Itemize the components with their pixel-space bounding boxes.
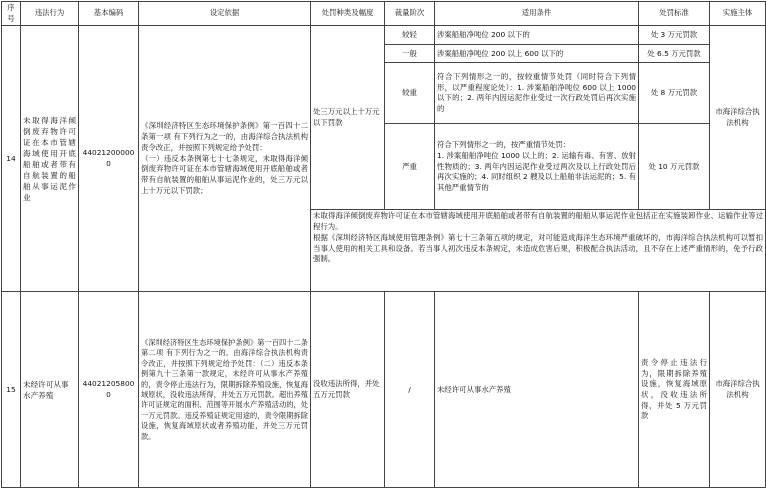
row15-type: 没收违法所得，并处五万元罚款 <box>311 292 385 488</box>
row15-code: 440212058000 <box>79 292 139 488</box>
row14-level-4: 严重 <box>385 124 435 210</box>
row14-code: 440212000000 <box>79 26 139 292</box>
row14-standard-3: 处 8 万元罚款 <box>639 63 710 124</box>
header-subject: 实施主体 <box>710 2 766 26</box>
row14-violation: 未取得海洋倾倒废弃物许可证在本市管辖海域使用开底船舶或者带有自航装置的船舶从事运泥作业 <box>21 26 79 292</box>
row14-condition-4: 符合下列情形之一的，按严重情节处罚： 1. 涉案船舶净吨位 1000 以上的；2. 运输有毒、有害、放射性物质的；3. 两年内因运泥作业受过两次及以上行政处罚后再次实施的；4. 同时组织 2 艘及以上船舶非法运泥的；5. 有其他严重情节的 <box>435 124 639 210</box>
table-row <box>2 26 766 45</box>
row15-level: / <box>385 292 435 488</box>
header-row <box>2 2 766 26</box>
header-level: 裁量阶次 <box>385 2 435 26</box>
row15-basis: 《深圳经济特区生态环境保护条例》第一百四十二条第二项 有下列行为之一的，由海洋综合执法机构责令改正，并按照下列规定给予处罚：（二）违反本条例第九十三条第一款规定，未经许可从事水产养殖的，责令停止违法行为，限期拆除养殖设施，恢复海域原状，没收违法所得，并处五万元罚款。超出养殖许可证规定的面积、范围等开展水产养殖活动的，处一万元罚款。违反养殖证规定用途的，责令限期拆除设施，恢复海域原状或者养殖功能，并处三万元罚款。 <box>139 292 311 488</box>
row14-condition-3: 符合下列情形之一的，按较重情节处罚（同时符合下列情形，以严重程度论处）：1. 涉案船舶净吨位 600 以上 1000 以下的；2. 两年内因运泥作业受过一次行政处罚后再次实施的 <box>435 63 639 124</box>
row14-note-line-1: 未取得海洋倾倒废弃物许可证在本市管辖海域使用开底船舶或者带有自航装置的船舶从事运泥作业包括正在实施装卸作业、运输作业等过程行为。 <box>313 211 763 232</box>
row15-no: 15 <box>2 292 21 488</box>
header-type: 处罚种类及幅度 <box>311 2 385 26</box>
row14-basis: 《深圳经济特区生态环境保护条例》第一百四十二条第一项 有下列行为之一的，由海洋综合执法机构责令改正，并按照下列规定给予处罚： （一）违反本条例第七十七条规定，未取得海洋倾倒废弃物许可证在本市管辖海域使用开底船舶或者带有自航装置的船舶从事运泥作业的，处三万元以上十万元以下罚款； <box>139 26 311 292</box>
table-row <box>2 292 766 488</box>
row14-standard-4: 处 10 万元罚款 <box>639 124 710 210</box>
row14-note-line-2: 根据《深圳经济特区海域使用管理条例》第七十三条第五项的规定，对可能造成海洋生态环境严重破坏的，市海洋综合执法机构可以暂扣当事人使用的相关工具和设备。若当事人初次违反本条规定，未造成危害后果，积极配合执法活动，且不存在上述严重情形的，免予行政强制。 <box>313 232 763 264</box>
row14-note <box>311 210 766 292</box>
header-code: 基本编码 <box>79 2 139 26</box>
row14-condition-1: 涉案船舶净吨位 200 以下的 <box>435 26 639 45</box>
row14-type: 处三万元以上十万元以下罚款 <box>311 26 385 210</box>
header-violation: 违法行为 <box>21 2 79 26</box>
header-no: 序号 <box>2 2 21 26</box>
penalty-table <box>1 1 766 488</box>
row14-no: 14 <box>2 26 21 292</box>
header-standard: 处罚标准 <box>639 2 710 26</box>
header-basis: 设定依据 <box>139 2 311 26</box>
row14-subject: 市海洋综合执法机构 <box>710 26 766 210</box>
row14-level-2: 一般 <box>385 45 435 63</box>
row15-violation: 未经许可从事水产养殖 <box>21 292 79 488</box>
row15-standard: 责令停止违法行为，限期拆除养殖设施，恢复海域原状，没收违法所得，并处 5 万元罚款 <box>639 292 710 488</box>
row14-standard-2: 处 6.5 万元罚款 <box>639 45 710 63</box>
header-conditions: 适用条件 <box>435 2 639 26</box>
row15-subject: 市海洋综合执法机构 <box>710 292 766 488</box>
row14-level-3: 较重 <box>385 63 435 124</box>
row14-standard-1: 处 3 万元罚款 <box>639 26 710 45</box>
row15-condition: 未经许可从事水产养殖 <box>435 292 639 488</box>
row14-level-1: 较轻 <box>385 26 435 45</box>
row14-condition-2: 涉案船舶净吨位 200 以上 600 以下的 <box>435 45 639 63</box>
